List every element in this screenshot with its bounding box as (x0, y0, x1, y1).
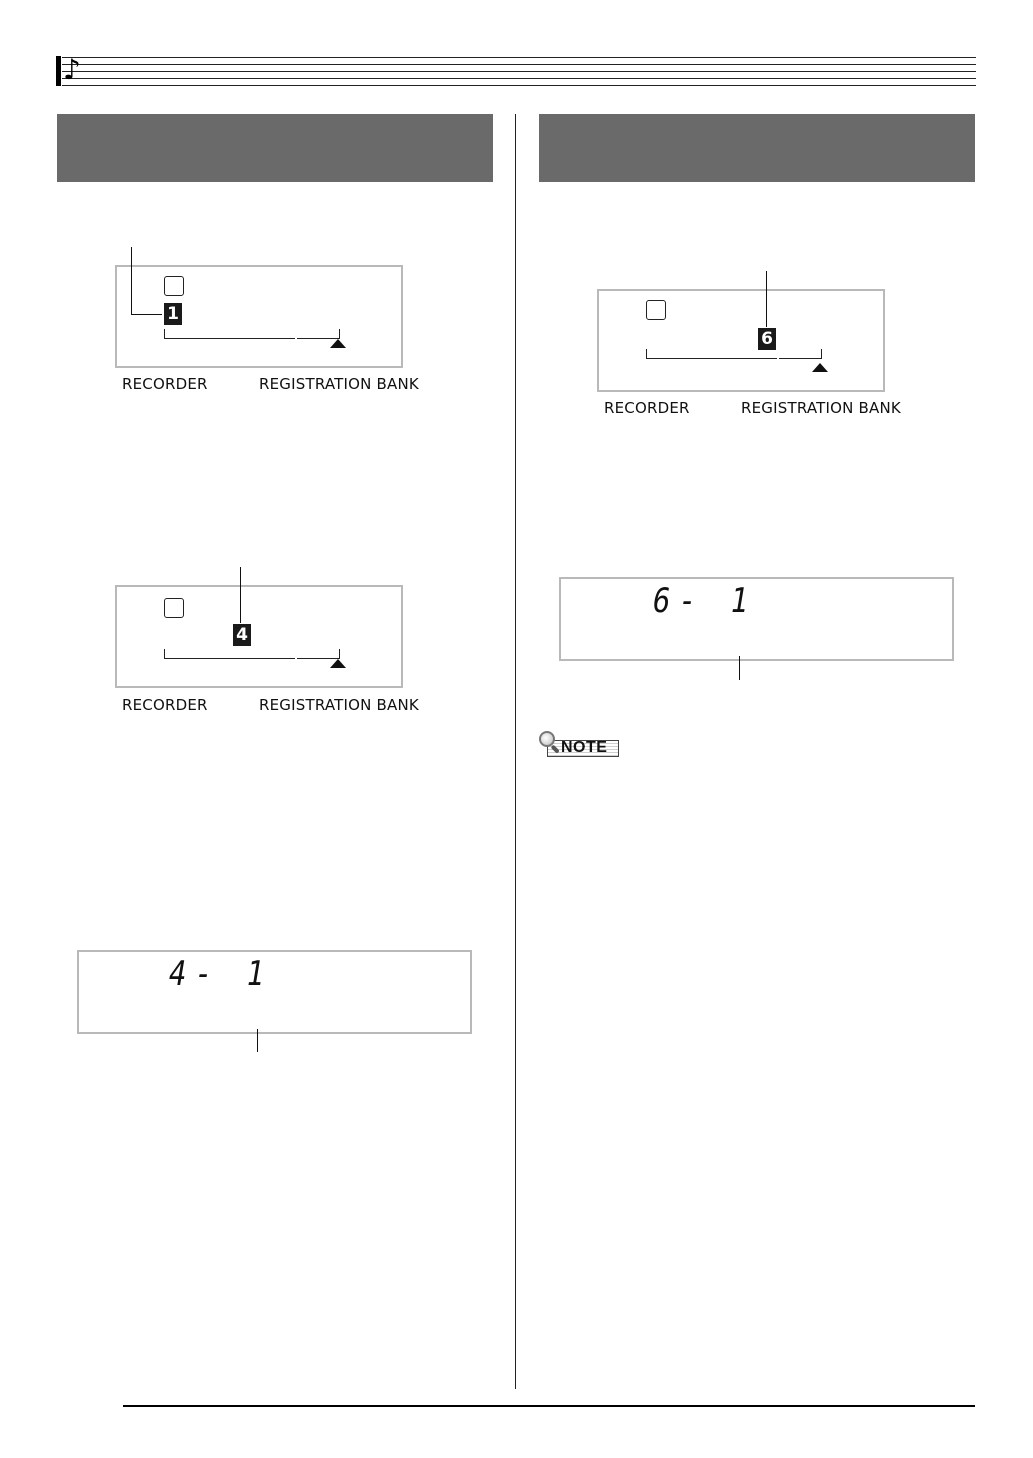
lcd-bracket-gap (777, 357, 779, 361)
column-divider (515, 114, 516, 1389)
lcd-display (597, 289, 885, 392)
staff-line (62, 78, 976, 79)
section-header-right (539, 114, 975, 182)
lcd-label-left: RECORDER (122, 696, 208, 714)
callout-line (132, 314, 162, 315)
lcd-bracket (646, 349, 822, 359)
lcd-display (115, 265, 403, 368)
callout-line (131, 247, 132, 315)
section-header-left (57, 114, 493, 182)
lcd-square-indicator (164, 598, 184, 618)
lcd-bracket-gap (295, 657, 297, 661)
lcd-number-badge: 4 (233, 624, 251, 646)
lcd-bracket (164, 649, 340, 659)
lcd-bracket-gap (295, 337, 297, 341)
lcd-label-left: RECORDER (604, 399, 690, 417)
callout-line (766, 271, 767, 327)
lcd-label-right: REGISTRATION BANK (259, 696, 419, 714)
lcd-bracket (164, 329, 340, 339)
bottom-rule (123, 1405, 975, 1407)
lcd-square-indicator (164, 276, 184, 296)
segment-readout: 4- 1 (169, 954, 273, 994)
lcd-label-right: REGISTRATION BANK (259, 375, 419, 393)
callout-line (257, 1029, 258, 1052)
callout-line (240, 567, 241, 623)
lcd-display (115, 585, 403, 688)
segment-readout: 6- 1 (653, 581, 757, 621)
lcd-label-left: RECORDER (122, 375, 208, 393)
staff-line (62, 64, 976, 65)
lcd-label-right: REGISTRATION BANK (741, 399, 901, 417)
staff-line (62, 57, 976, 58)
triangle-icon (330, 659, 346, 668)
staff-line (62, 71, 976, 72)
triangle-icon (812, 363, 828, 372)
segment-display (77, 950, 472, 1034)
staff-line (62, 85, 976, 86)
lcd-number-badge: 6 (758, 328, 776, 350)
lcd-number-badge: 1 (164, 303, 182, 325)
note-label: NOTE (561, 739, 608, 756)
triangle-icon (330, 339, 346, 348)
lcd-square-indicator (646, 300, 666, 320)
segment-display (559, 577, 954, 661)
note-badge (539, 731, 629, 759)
staff-bar (56, 56, 61, 86)
callout-line (739, 656, 740, 680)
eighth-note-icon: ♪ (63, 53, 81, 86)
